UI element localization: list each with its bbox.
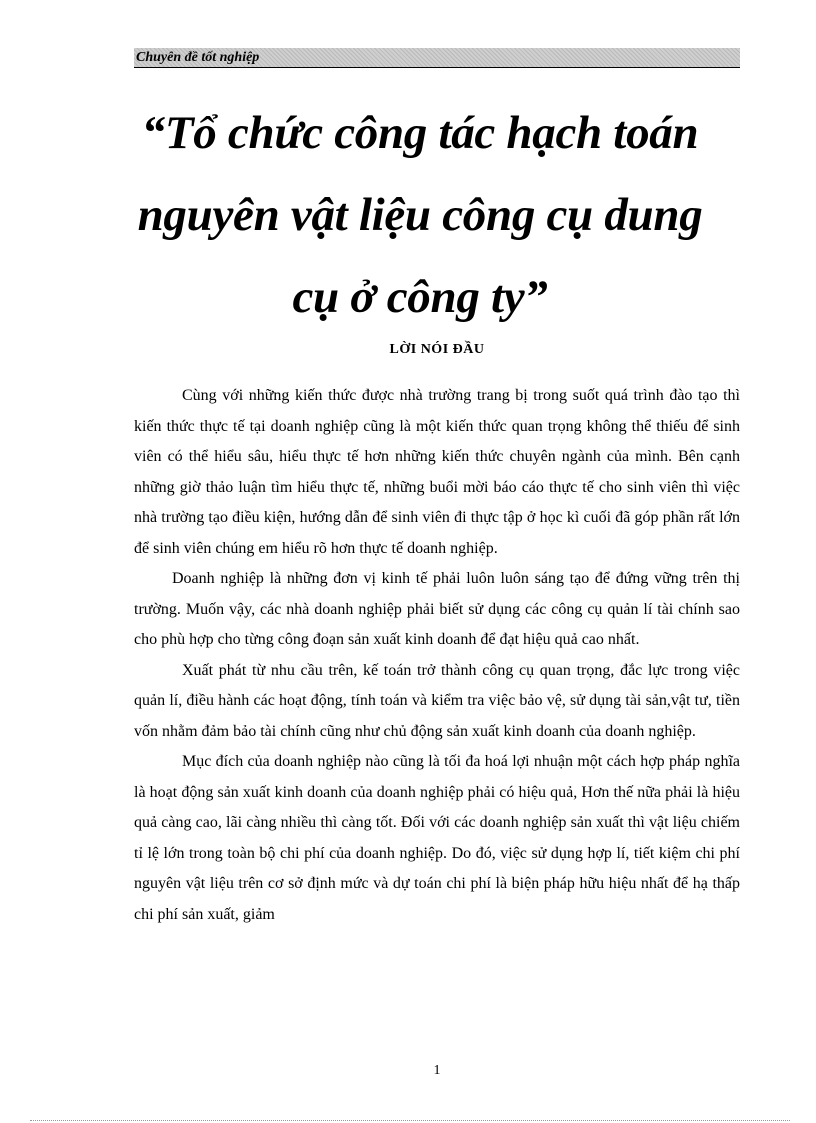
document-title [100,92,740,338]
running-header-title: Chuyên đề tốt nghiệp [136,50,260,65]
title-line-3: cụ ở công ty” [292,271,548,323]
page-number: 1 [433,1063,441,1078]
running-header-bar [134,48,740,68]
body-text [134,381,740,930]
paragraph: Doanh nghiệp là những đơn vị kinh tế phải luôn luôn sáng tạo để đứng vững trên thị trường. Muốn vậy, các nhà doanh nghiệp phải biết sử dụng các công cụ quản lí tài chính sao cho phù hợp cho từng công đoạn sản xuất kinh doanh để đạt hiệu quả cao nhất. [134,570,740,648]
section-heading: LỜI NÓI ĐẦU [389,342,485,357]
paragraph: Xuất phát từ nhu cầu trên, kế toán trở thành công cụ quan trọng, đắc lực trong việc quản lí, điều hành các hoạt động, tính toán và kiểm tra việc bảo vệ, sử dụng tài sản,vật tư, tiền vốn nhằm đảm bảo tài chính cũng như chủ động sản xuất kinh doanh của doanh nghiệp. [134,661,740,740]
paragraph: Mục đích của doanh nghiệp nào cũng là tối đa hoá lợi nhuận một cách hợp pháp nghĩa là hoạt động sản xuất kinh doanh của doanh nghiệp phải có hiệu quả, Hơn thế nữa phải là hiệu quả càng cao, lãi càng nhiều thì càng tốt. Đối với các doanh nghiệp sản xuất thì vật liệu chiếm tỉ lệ lớn trong toàn bộ chi phí của doanh nghiệp. Do đó, việc sử dụng hợp lí, tiết kiệm chi phí nguyên vật liệu trên cơ sở định mức và dự toán chi phí là biện pháp hữu hiệu nhất để hạ thấp chi phí sản xuất, giảm [134,753,740,923]
page-bottom-divider [30,1120,790,1121]
paragraph: Cùng với những kiến thức được nhà trường trang bị trong suốt quá trình đào tạo thì kiến thức thực tế tại doanh nghiệp cũng là một kiến thức quan trọng không thể thiếu để sinh viên có thể hiểu sâu, hiểu thực tế hơn những kiến thức chuyên ngành của mình. Bên cạnh những giờ thảo luận tìm hiểu thực tế, những buổi mời báo cáo thực tế cho sinh viên thì việc nhà trường tạo điều kiện, hướng dẫn để sinh viên đi thực tập ở học kì cuối đã góp phần rất lớn để sinh viên chúng em hiểu rõ hơn thực tế doanh nghiệp. [134,387,740,557]
title-line-2: nguyên vật liệu công cụ dung [137,189,703,241]
title-line-1: “Tổ chức công tác hạch toán [141,107,699,159]
